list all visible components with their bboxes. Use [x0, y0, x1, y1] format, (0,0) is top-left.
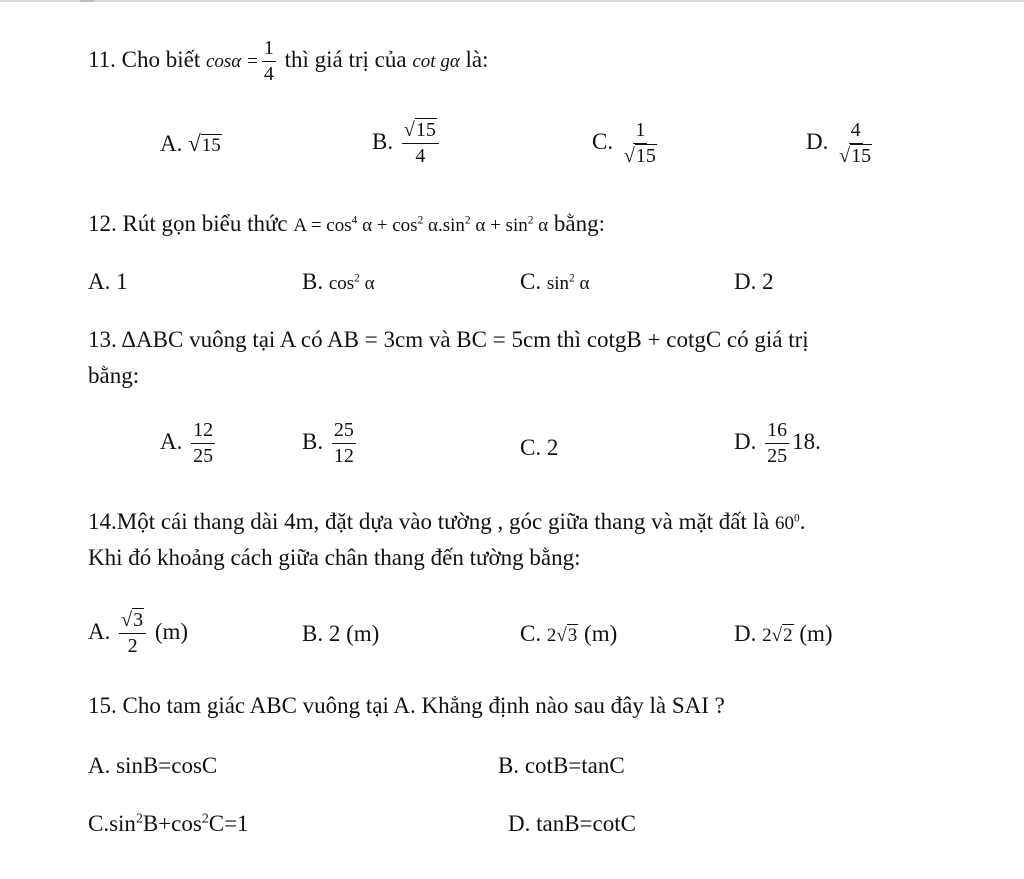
q14-b-label: B. 2 (m) [302, 621, 380, 646]
q11-frac-num: 1 [262, 38, 276, 62]
q11-d-num: 4 [849, 120, 863, 144]
top-border-mark [80, 0, 94, 2]
q12-c-label: C. [520, 269, 542, 294]
q14-a-num-root: 3 [133, 609, 144, 631]
q11-option-d[interactable] [806, 120, 877, 167]
sqrt [772, 626, 794, 645]
q11-expr-lhs: cosα = [205, 50, 259, 72]
top-border [0, 0, 1024, 2]
q14-line2: Khi đó khoảng cách giữa chân thang đến tường bằng: [88, 545, 581, 570]
exponent: 2 [527, 214, 534, 227]
q11-d-fraction [837, 120, 874, 167]
q14-line1-text: 14.Một cái thang dài 4m, đặt dựa vào tường , góc giữa thang và mặt đất là [88, 509, 770, 534]
q12-b-label: B. [302, 269, 324, 294]
radical-sign: √ [121, 609, 133, 631]
q11-option-c[interactable] [592, 120, 662, 167]
q14-line1 [88, 510, 805, 533]
q13-d-extra: 18. [792, 428, 821, 454]
radical-sign: √ [556, 625, 567, 646]
q11-b-label: B. [372, 128, 394, 154]
coef: 2 [546, 625, 557, 646]
q13-d-fraction [765, 420, 789, 467]
q14-c-label: C. [520, 621, 542, 646]
q13-a-fraction [191, 420, 215, 467]
question-12 [88, 212, 605, 235]
q13-option-b[interactable] [302, 420, 359, 467]
expr-part: C.sin [88, 811, 136, 836]
q12-d-label: D. 2 [734, 269, 774, 294]
sqrt [121, 610, 144, 631]
q13-d-label: D. [734, 428, 757, 454]
fn: sin [546, 273, 570, 294]
q11-c-fraction [622, 120, 659, 167]
exponent: 2 [201, 810, 209, 826]
q15-line1: 15. Cho tam giác ABC vuông tại A. Khẳng định nào sau đây là SAI ? [88, 693, 725, 718]
sqrt [188, 132, 222, 155]
exponent: 2 [135, 810, 143, 826]
q15-option-b[interactable]: B. cotB=tanC [498, 753, 625, 778]
unit: (m) [584, 621, 618, 646]
q11-expr2: cot gα [412, 50, 460, 72]
q11-option-a[interactable] [160, 132, 222, 155]
q13-c-label: C. 2 [520, 435, 559, 460]
q11-a-root: 15 [201, 135, 221, 156]
coef: 2 [762, 625, 772, 646]
q14-angle [775, 513, 800, 534]
q11-b-den: 4 [415, 145, 426, 167]
q13-b-label: B. [302, 428, 324, 454]
q14-option-c[interactable] [520, 622, 617, 645]
exponent: 4 [351, 214, 358, 227]
frac-den: 25 [193, 445, 214, 467]
q11-option-b[interactable] [372, 120, 442, 167]
q11-c-den-root: 15 [635, 145, 656, 167]
q11-c-label: C. [592, 128, 614, 154]
question-11 [88, 38, 489, 85]
q11-d-den-root: 15 [851, 145, 872, 167]
q15-option-a[interactable]: A. sinB=cosC [88, 753, 218, 778]
q14-option-b[interactable] [302, 622, 379, 645]
unit: (m) [799, 621, 833, 646]
q13-line2: bằng: [88, 363, 140, 388]
sqrt [556, 626, 578, 645]
radical-sign: √ [623, 145, 635, 167]
degree-sup: 0 [794, 512, 800, 525]
q11-a-label: A. [160, 131, 183, 156]
q12-option-c[interactable] [520, 270, 589, 293]
frac-den: 12 [333, 445, 354, 467]
q12-suffix: bằng: [553, 211, 605, 236]
q13-b-fraction [332, 420, 356, 467]
q12-option-a[interactable] [88, 270, 128, 293]
q11-b-fraction [402, 120, 439, 167]
q11-d-label: D. [806, 128, 829, 154]
expr-part: α + cos [357, 215, 418, 236]
expr-part: α [533, 215, 549, 236]
q14-c-root: 3 [567, 625, 578, 646]
angle-value: 60 [775, 513, 795, 534]
q14-line1-end: . [799, 509, 806, 534]
q11-c-num: 1 [633, 120, 647, 144]
q12-option-d[interactable] [734, 270, 774, 293]
exponent: 2 [464, 214, 471, 227]
q12-a-label: A. 1 [88, 269, 128, 294]
frac-num: 25 [332, 420, 356, 444]
exponent: 2 [354, 272, 360, 285]
q12-expression [293, 215, 548, 236]
q12-option-b[interactable] [302, 270, 375, 293]
frac-num: 16 [765, 420, 789, 444]
q13-line1: 13. ΔABC vuông tại A có AB = 3cm và BC = 5cm thì cotgB + cotgC có giá trị [88, 327, 809, 352]
q11-suffix: là: [465, 46, 489, 72]
q13-a-label: A. [160, 428, 183, 454]
q13-option-a[interactable] [160, 420, 218, 467]
expr-part: α.sin [423, 215, 465, 236]
frac-den [837, 144, 874, 167]
q13-option-c[interactable] [520, 436, 558, 459]
radical-sign: √ [403, 119, 415, 141]
q14-a-fraction [119, 610, 146, 657]
q14-a-label: A. [88, 618, 111, 644]
expr-part: C=1 [208, 811, 249, 836]
q15-option-c[interactable] [88, 812, 249, 835]
q12-c-expr [547, 273, 590, 294]
fn: cos [328, 273, 355, 294]
expr-part: A = cos [293, 215, 352, 236]
q11-fraction [262, 38, 276, 85]
sqrt [404, 120, 437, 141]
q13-option-d[interactable] [734, 420, 821, 467]
radical-sign: √ [188, 131, 201, 156]
q14-d-root: 2 [783, 625, 793, 646]
frac-num [119, 610, 146, 634]
q12-b-expr [329, 273, 375, 294]
q15-option-d[interactable]: D. tanB=cotC [508, 811, 636, 836]
frac-den: 25 [767, 445, 788, 467]
exponent: 2 [417, 214, 424, 227]
frac-num [402, 120, 439, 144]
var: α [359, 273, 375, 294]
q11-frac-den: 4 [263, 63, 274, 85]
sqrt [839, 146, 872, 167]
q11-b-num-root: 15 [415, 119, 436, 141]
expr-part: α + sin [470, 215, 528, 236]
var: α [574, 273, 590, 294]
q14-option-a[interactable] [88, 610, 188, 657]
radical-sign: √ [771, 625, 783, 646]
sqrt [624, 146, 657, 167]
q11-middle: thì giá trị của [284, 46, 407, 72]
radical-sign: √ [839, 145, 851, 167]
exponent: 2 [569, 272, 575, 285]
frac-den [622, 144, 659, 167]
frac-den: 2 [127, 635, 138, 657]
q14-option-d[interactable] [734, 622, 833, 645]
q11-prefix: 11. Cho biết [88, 46, 201, 72]
q14-d-label: D. [734, 621, 757, 646]
q12-prefix: 12. Rút gọn biểu thức [88, 211, 288, 236]
frac-num: 12 [191, 420, 215, 444]
unit: (m) [154, 618, 189, 644]
expr-part: B+cos [142, 811, 202, 836]
